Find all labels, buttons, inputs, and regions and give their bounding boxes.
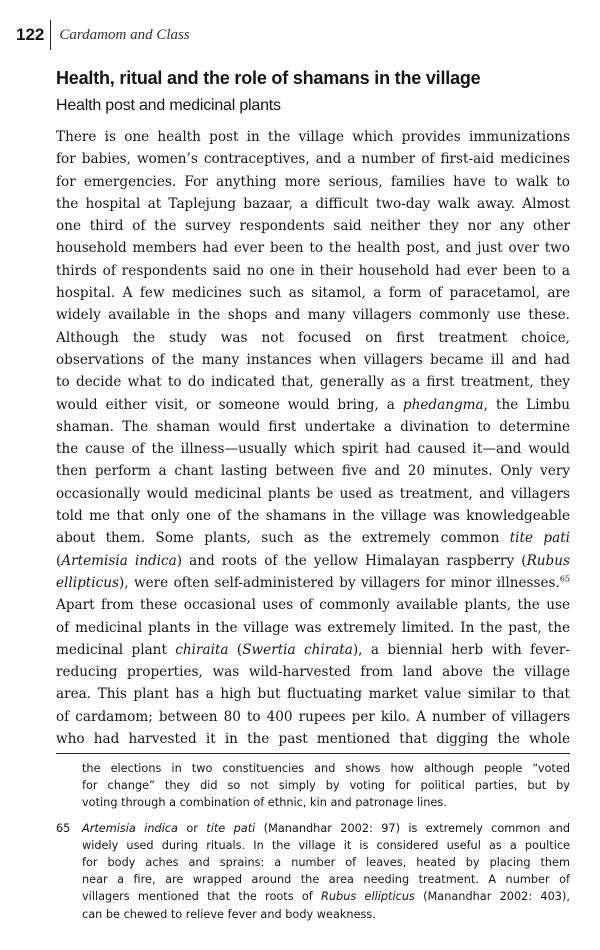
body-line: Apart from these occasional uses of commonly available plants, the use <box>56 597 570 614</box>
body-line: There is one health post in the village which provides immunizations <box>56 129 570 145</box>
footnote <box>56 760 570 812</box>
footnote-divider <box>56 753 570 754</box>
body-line: for babies, women’s contraceptives, and a number of first-aid medicines <box>56 151 570 168</box>
footnote-number: 65 <box>56 821 71 835</box>
running-head-divider <box>50 20 51 50</box>
body-line: thirds of respondents said no one in their household had ever been to a <box>56 262 570 279</box>
body-line: area. This plant has a high but fluctuating market value similar to that <box>56 686 570 703</box>
body-line: one third of the survey respondents said neither they nor any other <box>56 218 570 235</box>
body-line: household members had ever been to the health post, and just over two <box>56 240 570 257</box>
body-line: told me that only one of the shamans in the village was knowledgeable <box>56 508 570 525</box>
body-line: who had harvested it in the past mentioned that digging the whole <box>56 731 570 748</box>
body-line: would either visit, or someone would bring, a phedangma, the Limbu <box>56 396 570 413</box>
footnote <box>56 820 570 923</box>
subsection-heading: Health post and medicinal plants <box>56 97 281 114</box>
footnotes <box>56 760 570 931</box>
body-line: widely available in the shops and many villagers commonly use these. <box>56 307 570 324</box>
footnote-line: for body aches and sprains: a number of leaves, heated by placing them <box>82 855 570 869</box>
footnote-line: voting through a combination of ethnic, kin and patronage lines. <box>82 796 447 810</box>
footnote-line: for change” they did so not simply by voting for political parties, but by <box>82 779 570 793</box>
running-title: Cardamom and Class <box>59 26 190 43</box>
body-line: then perform a chant lasting between five and 20 minutes. Only very <box>56 463 570 480</box>
footnote-line: widely used during rituals. In the village it is considered useful as a poultice <box>82 838 570 852</box>
footnote-line: 65 Artemisia indica or tite pati (Manandhar 2002: 97) is extremely common and <box>56 820 570 837</box>
footnote-line: can be chewed to relieve fever and body weakness. <box>82 907 376 921</box>
body-line: for emergencies. For anything more serious, families have to walk to <box>56 173 570 190</box>
page-number: 122 <box>16 25 45 44</box>
body-line: hospital. A few medicines such as sitamol, a form of paracetamol, are <box>56 285 570 302</box>
body-line: to decide what to do indicated that, generally as a first treatment, they <box>56 374 570 391</box>
section-heading: Health, ritual and the role of shamans in the village <box>56 68 481 88</box>
body-line: ellipticus), were often self-administered by villagers for minor illnesses.$^{65}$ <box>56 574 570 591</box>
body-line: of medicinal plants in the village was extremely limited. In the past, the <box>56 619 570 636</box>
footnote-line: the elections in two constituencies and shows how although people “voted <box>82 762 570 775</box>
body-line: reducing properties, was wild-harvested from land above the village <box>56 664 570 681</box>
body-paragraph <box>56 126 570 750</box>
body-line: (Artemisia indica) and roots of the yellow Himalayan raspberry (Rubus <box>56 552 570 569</box>
body-line: about them. Some plants, such as the extremely common tite pati <box>56 530 570 547</box>
body-line: shaman. The shaman would first undertake a divination to determine <box>56 418 570 435</box>
footnote-line: villagers mentioned that the roots of Rubus ellipticus (Manandhar 2002: 403), <box>82 890 570 904</box>
body-line: occasionally would medicinal plants be used as treatment, and villagers <box>56 485 570 502</box>
body-line: observations of the many instances when villagers became ill and had <box>56 351 570 368</box>
running-head <box>16 20 190 50</box>
body-line: the hospital at Taplejung bazaar, a difficult two-day walk away. Almost <box>56 195 570 212</box>
footnote-line: near a fire, are wrapped around the area needing treatment. A number of <box>82 873 570 887</box>
body-line: Although the study was not focused on first treatment choice, <box>56 329 570 346</box>
body-line: medicinal plant chiraita (Swertia chirata), a biennial herb with fever- <box>56 641 570 658</box>
body-line: the cause of the illness—usually which spirit had caused it—and would <box>56 441 570 458</box>
body-line: of cardamom; between 80 to 400 rupees per kilo. A number of villagers <box>56 708 570 725</box>
